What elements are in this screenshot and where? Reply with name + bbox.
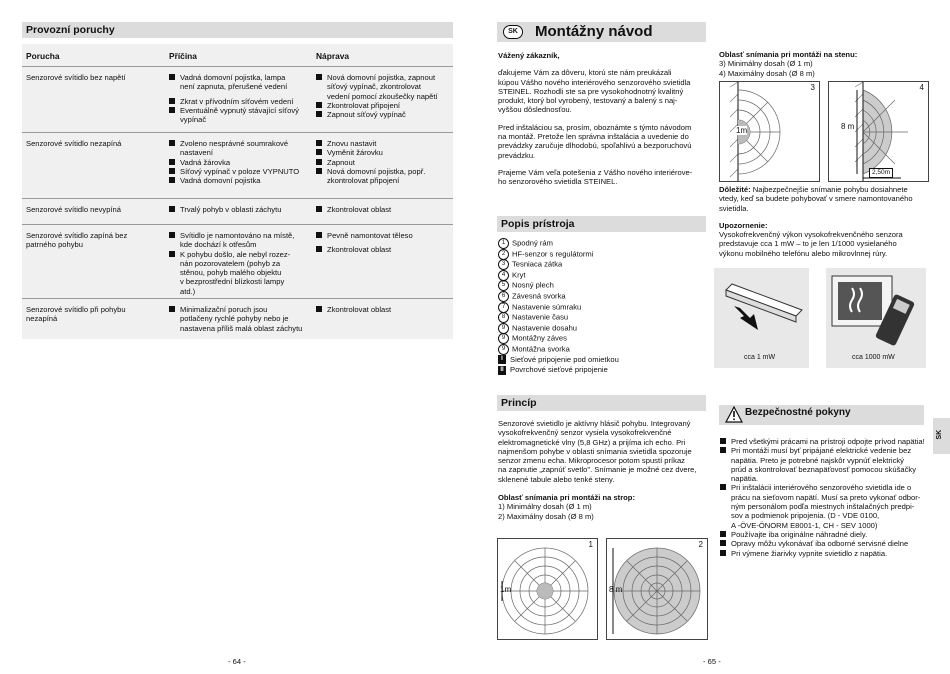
part-number-marker: 1 — [498, 238, 509, 249]
part-item — [498, 270, 708, 281]
intro-line: produkt, ktorý bol vyrobený, testovaný a balený s naj- — [498, 96, 678, 106]
cause-line: Svítidlo je namontováno na místě, — [180, 231, 295, 240]
sensor-power-picture — [714, 268, 809, 368]
intro-line: kúpou Vášho nového interiérového senzorového svietidla — [498, 77, 691, 87]
part-label: Povrchové sieťové pripojenie — [510, 365, 608, 375]
safety-title-bar — [719, 405, 924, 425]
part-item — [498, 312, 708, 323]
part-number-marker: 7 — [498, 302, 509, 313]
remedy-cell — [316, 305, 451, 314]
cause-item — [169, 97, 309, 106]
wall-max-diagram: 4 8 m 2,50m — [828, 81, 929, 182]
part-item — [498, 291, 708, 302]
part-label: HF-senzor s regulátormi — [512, 249, 594, 259]
table-row — [22, 298, 453, 339]
section-title-faults: Provozní poruchy — [22, 22, 453, 38]
remedy-line: Znovu nastavit — [327, 139, 377, 148]
remedy-item — [316, 245, 451, 254]
intro-block — [498, 51, 708, 187]
safety-line: ným personálom podľa miestnych inštalačných predpi- — [731, 502, 915, 512]
cause-line: v bezprostřední blízkosti lampy — [180, 277, 285, 287]
cause-item — [169, 176, 309, 185]
cause-line: kde dochází k otřesům — [180, 240, 257, 250]
part-label: Nastavenie dosahu — [512, 323, 578, 333]
section-title-parts: Popis prístroja — [497, 216, 706, 232]
remedy-line: Nová domovní pojistka, zapnout — [327, 73, 436, 82]
table-row — [22, 66, 453, 133]
cause-item — [169, 167, 309, 176]
intro-line: ho senzorového svietidla STEINEL. — [498, 177, 618, 187]
principle-line: najmenšom pohybe v oblasti snímania svietidla spozoruje — [498, 446, 692, 456]
phone-power-picture — [826, 268, 926, 368]
parts-list — [498, 238, 708, 376]
principle-line: senzor zmenu echa. Mikroprocesor potom spustí príkaz — [498, 456, 685, 466]
cause-line: není zapnuta, přerušené vedení — [180, 82, 288, 92]
ceiling-title: Oblasť snímania pri montáži na strop: — [498, 493, 635, 503]
cause-line: Zvoleno nesprávné soumrakové — [180, 139, 289, 148]
cause-item — [169, 231, 309, 250]
remedy-line: Zapnout — [327, 157, 355, 167]
safety-line: sov a podmienok pripojenia. (D - VDE 0100, — [731, 511, 880, 521]
safety-item — [720, 549, 932, 558]
intro-line: prevádzku. — [498, 150, 536, 160]
language-badge: SK — [503, 25, 523, 39]
fault-cell — [26, 73, 161, 82]
part-number-marker: 2 — [498, 249, 509, 260]
remedy-item — [316, 167, 451, 186]
remedy-line: vedení pomocí zkoušečky napětí — [327, 91, 438, 101]
safety-title: Bezpečnostné pokyny — [745, 407, 851, 418]
wall-title: Oblasť snímania pri montáži na stenu: — [719, 50, 858, 59]
part-item — [498, 302, 708, 313]
part-label: Montážna svorka — [512, 344, 570, 354]
wall-block — [719, 50, 929, 78]
part-label: Závesná svorka — [512, 291, 566, 301]
intro-line: STEINEL. Rozhodli ste sa pre vysokohodnotný kvalitný — [498, 86, 684, 96]
page-number-right: - 65 - — [703, 657, 721, 666]
cause-item — [169, 205, 309, 214]
cause-line: atd.) — [180, 286, 196, 296]
remedy-cell — [316, 231, 451, 255]
table-row — [22, 224, 453, 299]
main-title: Montážny návod — [535, 23, 653, 40]
cause-line: Minimalizační poruch jsou — [180, 305, 268, 314]
part-item — [498, 280, 708, 291]
wall-item-2: 4) Maximálny dosah (Ø 8 m) — [719, 68, 815, 78]
intro-line: prevádzky zaručuje dlhodobú, spoľahlivú a bezporuchovú — [498, 141, 692, 151]
part-label: Spodný rám — [512, 238, 553, 248]
intro-paragraph — [498, 68, 708, 114]
cause-line: nán pozorovatelem (pohyb za — [180, 258, 281, 268]
safety-line: Pri výmene žiarivky vypnite svietidlo z napätia. — [731, 548, 888, 558]
fault-line: patrného pohybu — [26, 240, 84, 250]
part-label: Nosný plech — [512, 280, 554, 290]
cause-line: stěnou, pohyb malého objektu — [180, 268, 282, 278]
principle-line: elektromagnetické vlny (5,8 GHz) a prijíma ich echo. Pri — [498, 437, 686, 447]
remedy-item — [316, 158, 451, 167]
safety-line: Používajte iba originálne náhradné diely. — [731, 529, 868, 539]
remedy-line: Zapnout síťový vypínač — [327, 110, 406, 120]
remedy-item — [316, 205, 451, 214]
section-title-principle: Princíp — [497, 395, 706, 411]
cause-line: nastavení — [180, 148, 213, 158]
cause-cell — [169, 205, 309, 214]
remedy-line: Zkontrolovat oblast — [327, 305, 392, 314]
principle-line: sklenené tabule alebo tenké steny. — [498, 474, 615, 484]
part-item — [498, 333, 708, 344]
cause-line: potlačeny rychlé pohyby nebo je — [180, 314, 289, 324]
part-number-marker: 8 — [498, 312, 509, 323]
remedy-line: Zkontrolovat oblast — [327, 205, 392, 214]
part-label: Kryt — [512, 270, 526, 280]
remedy-line: Nová domovní pojistka, popř. — [327, 166, 426, 176]
cause-line: Vadná domovní pojistka — [180, 176, 261, 186]
header-cause: Příčina — [169, 51, 197, 61]
fault-cell — [26, 305, 161, 324]
ceiling-min-diagram: 1 1m — [497, 538, 598, 640]
cause-item — [169, 305, 309, 333]
cause-cell — [169, 139, 309, 185]
remedy-item — [316, 148, 451, 157]
safety-line: Pri inštalácii interiérového senzorového svietidla ide o — [731, 483, 912, 493]
principle-line: na zapnutie „zapnúť svetlo". Snímanie je možné cez dvere, — [498, 465, 697, 475]
faults-table — [22, 44, 453, 339]
cause-cell — [169, 231, 309, 296]
fault-line: Senzorové svítidlo při pohybu — [26, 305, 126, 314]
table-row — [22, 132, 453, 199]
fault-line: Senzorové svítidlo nevypíná — [26, 205, 121, 214]
fault-cell — [26, 139, 161, 148]
safety-line: napätia. — [731, 474, 759, 484]
cause-line: nastavena příliš malá oblast záchytu — [180, 323, 303, 333]
part-number-marker: 9 — [498, 344, 509, 355]
ceiling-max-diagram: 2 8 m — [606, 538, 708, 640]
intro-paragraph — [498, 168, 708, 187]
intro-line: Pred inštaláciou sa, prosím, oboznámte s týmto návodom — [498, 122, 692, 132]
part-item — [498, 323, 708, 334]
remedy-line: zkontrolovat připojení — [327, 176, 400, 186]
important-block: Dôležité: Najbezpečnejšie snímanie pohybu dosiahnete vtedy, keď sa budete pohybovať v smere namontovaného svietidla. Upozornenie: Vysokofrekvenčný výkon vysokofrekvenčného senzora predstavuje cca 1 mW – to je len 1/1000 vysielaného výkonu mobilného telefónu alebo mikrovlnnej rúry. — [719, 185, 931, 258]
safety-item — [720, 530, 932, 539]
fault-cell — [26, 231, 161, 250]
principle-line: Senzorové svietidlo je aktívny hlásič pohybu. Integrovaný — [498, 419, 691, 428]
part-item — [498, 355, 708, 366]
wall-min-diagram: 3 1m — [719, 81, 820, 182]
intro-paragraph — [498, 123, 708, 160]
intro-line: Prajeme Vám veľa potešenia z Vášho nového interiérove- — [498, 167, 693, 177]
cause-item — [169, 250, 309, 296]
cause-item — [169, 106, 309, 125]
cause-line: Zkrat v přívodním síťovém vedení — [180, 96, 294, 106]
remedy-cell — [316, 139, 451, 185]
principle-block — [498, 419, 710, 521]
remedy-item — [316, 110, 451, 119]
remedy-item — [316, 305, 451, 314]
part-number-marker: 3 — [498, 259, 509, 270]
ceiling-item-1: 1) Minimálny dosah (Ø 1 m) — [498, 502, 592, 512]
fault-line: Senzorové svítidlo bez napětí — [26, 73, 126, 82]
safety-item — [720, 483, 932, 529]
part-label: Nastavenie súmraku — [512, 302, 582, 312]
safety-line: Pred všetkými prácami na prístroji odpojte prívod napätia! — [731, 437, 925, 446]
arrow-icon — [734, 306, 758, 330]
safety-line: Pri montáži musí byť pripájané elektrické vedenie bez — [731, 446, 912, 456]
safety-item — [720, 437, 932, 446]
intro-line: vyššou dôslednosťou. — [498, 105, 572, 115]
part-item — [498, 344, 708, 355]
remedy-line: síťový vypínač, zkontrolovat — [327, 82, 422, 92]
part-number-marker: 9 — [498, 333, 509, 344]
phone-power-caption: cca 1000 mW — [852, 354, 895, 361]
cause-item — [169, 139, 309, 158]
fault-cell — [26, 205, 161, 214]
table-header — [22, 48, 453, 64]
remedy-cell — [316, 205, 451, 214]
table-row — [22, 198, 453, 225]
remedy-item — [316, 101, 451, 110]
cause-line: Trvalý pohyb v oblasti záchytu — [180, 205, 282, 214]
safety-item — [720, 539, 932, 548]
cause-line: Vadná žárovka — [180, 157, 231, 167]
safety-line: A -ÖVE-ÖNORM E8001-1, CH - SEV 1000) — [731, 520, 878, 530]
safety-line: prácu na sieťovom napätí. Musí sa preto vykonať odbor- — [731, 492, 921, 502]
part-label: Tesniaca zátka — [512, 259, 563, 269]
fault-line: Senzorové svítidlo zapíná bez — [26, 231, 128, 240]
title-bar — [497, 22, 706, 42]
cause-item — [169, 73, 309, 92]
cause-line: Vadná domovní pojistka, lampa — [180, 73, 286, 82]
part-number-marker: 6 — [498, 291, 509, 302]
safety-line: prúd a skontrolovať beznapäťovosť pomocou skúšačky — [731, 464, 916, 474]
header-remedy: Náprava — [316, 51, 350, 61]
fault-line: nezapíná — [26, 314, 58, 324]
safety-list — [720, 437, 932, 558]
cause-line: K pohybu došlo, ale nebyl rozez- — [180, 249, 291, 259]
side-tab: SK — [933, 418, 950, 454]
remedy-line: Zkontrolovat oblast — [327, 245, 392, 255]
part-item — [498, 365, 708, 376]
part-label: Sieťové pripojenie pod omietkou — [510, 354, 619, 364]
part-number-marker: 5 — [498, 280, 509, 291]
safety-line: Opravy môžu vykonávať iba odborné servisné dielne — [731, 539, 909, 549]
ceiling-item-2: 2) Maximálny dosah (Ø 8 m) — [498, 511, 594, 521]
part-number-marker: 4 — [498, 270, 509, 281]
sensor-power-caption: cca 1 mW — [744, 354, 776, 361]
remedy-item — [316, 139, 451, 148]
part-square-marker: I — [498, 355, 506, 364]
part-item — [498, 259, 708, 270]
part-square-marker: II — [498, 366, 506, 375]
remedy-line: Pevně namontovat těleso — [327, 231, 413, 240]
cause-line: Eventuálně vypnutý stávající síťový — [180, 105, 299, 115]
notice-title: Upozornenie: — [719, 220, 768, 230]
part-label: Montážny záves — [512, 333, 567, 343]
salutation: Vážený zákazník, — [498, 51, 560, 60]
part-number-marker: 9 — [498, 323, 509, 334]
safety-line: napätia. Preto je potrebné najskôr vypnúť elektrický — [731, 455, 904, 465]
intro-line: na montáž. Pretože len správna inštalácia a uvedenie do — [498, 132, 689, 142]
remedy-item — [316, 73, 451, 101]
important-label: Dôležité: — [719, 185, 751, 194]
fault-line: Senzorové svítidlo nezapíná — [26, 139, 122, 148]
remedy-cell — [316, 73, 451, 119]
remedy-line: Vyměnit žárovku — [327, 148, 383, 158]
remedy-item — [316, 231, 451, 240]
safety-item — [720, 446, 932, 483]
principle-line: vysokofrekvenčný senzor vysiela vysokofrekvenčné — [498, 428, 672, 438]
cause-cell — [169, 305, 309, 333]
part-item — [498, 238, 708, 249]
page-number-left: - 64 - — [228, 657, 246, 666]
wall-item-1: 3) Minimálny dosah (Ø 1 m) — [719, 59, 813, 69]
cause-line: Síťový vypínač v poloze VYPNUTO — [180, 166, 300, 176]
intro-line: ďakujeme Vám za dôveru, ktorú ste nám preukázali — [498, 68, 672, 78]
header-fault: Porucha — [26, 51, 60, 61]
remedy-line: Zkontrolovat připojení — [327, 100, 401, 110]
warning-icon — [725, 406, 743, 423]
cause-item — [169, 158, 309, 167]
part-label: Nastavenie času — [512, 312, 569, 322]
part-item — [498, 249, 708, 260]
cause-line: vypínač — [180, 115, 207, 125]
cause-cell — [169, 73, 309, 124]
